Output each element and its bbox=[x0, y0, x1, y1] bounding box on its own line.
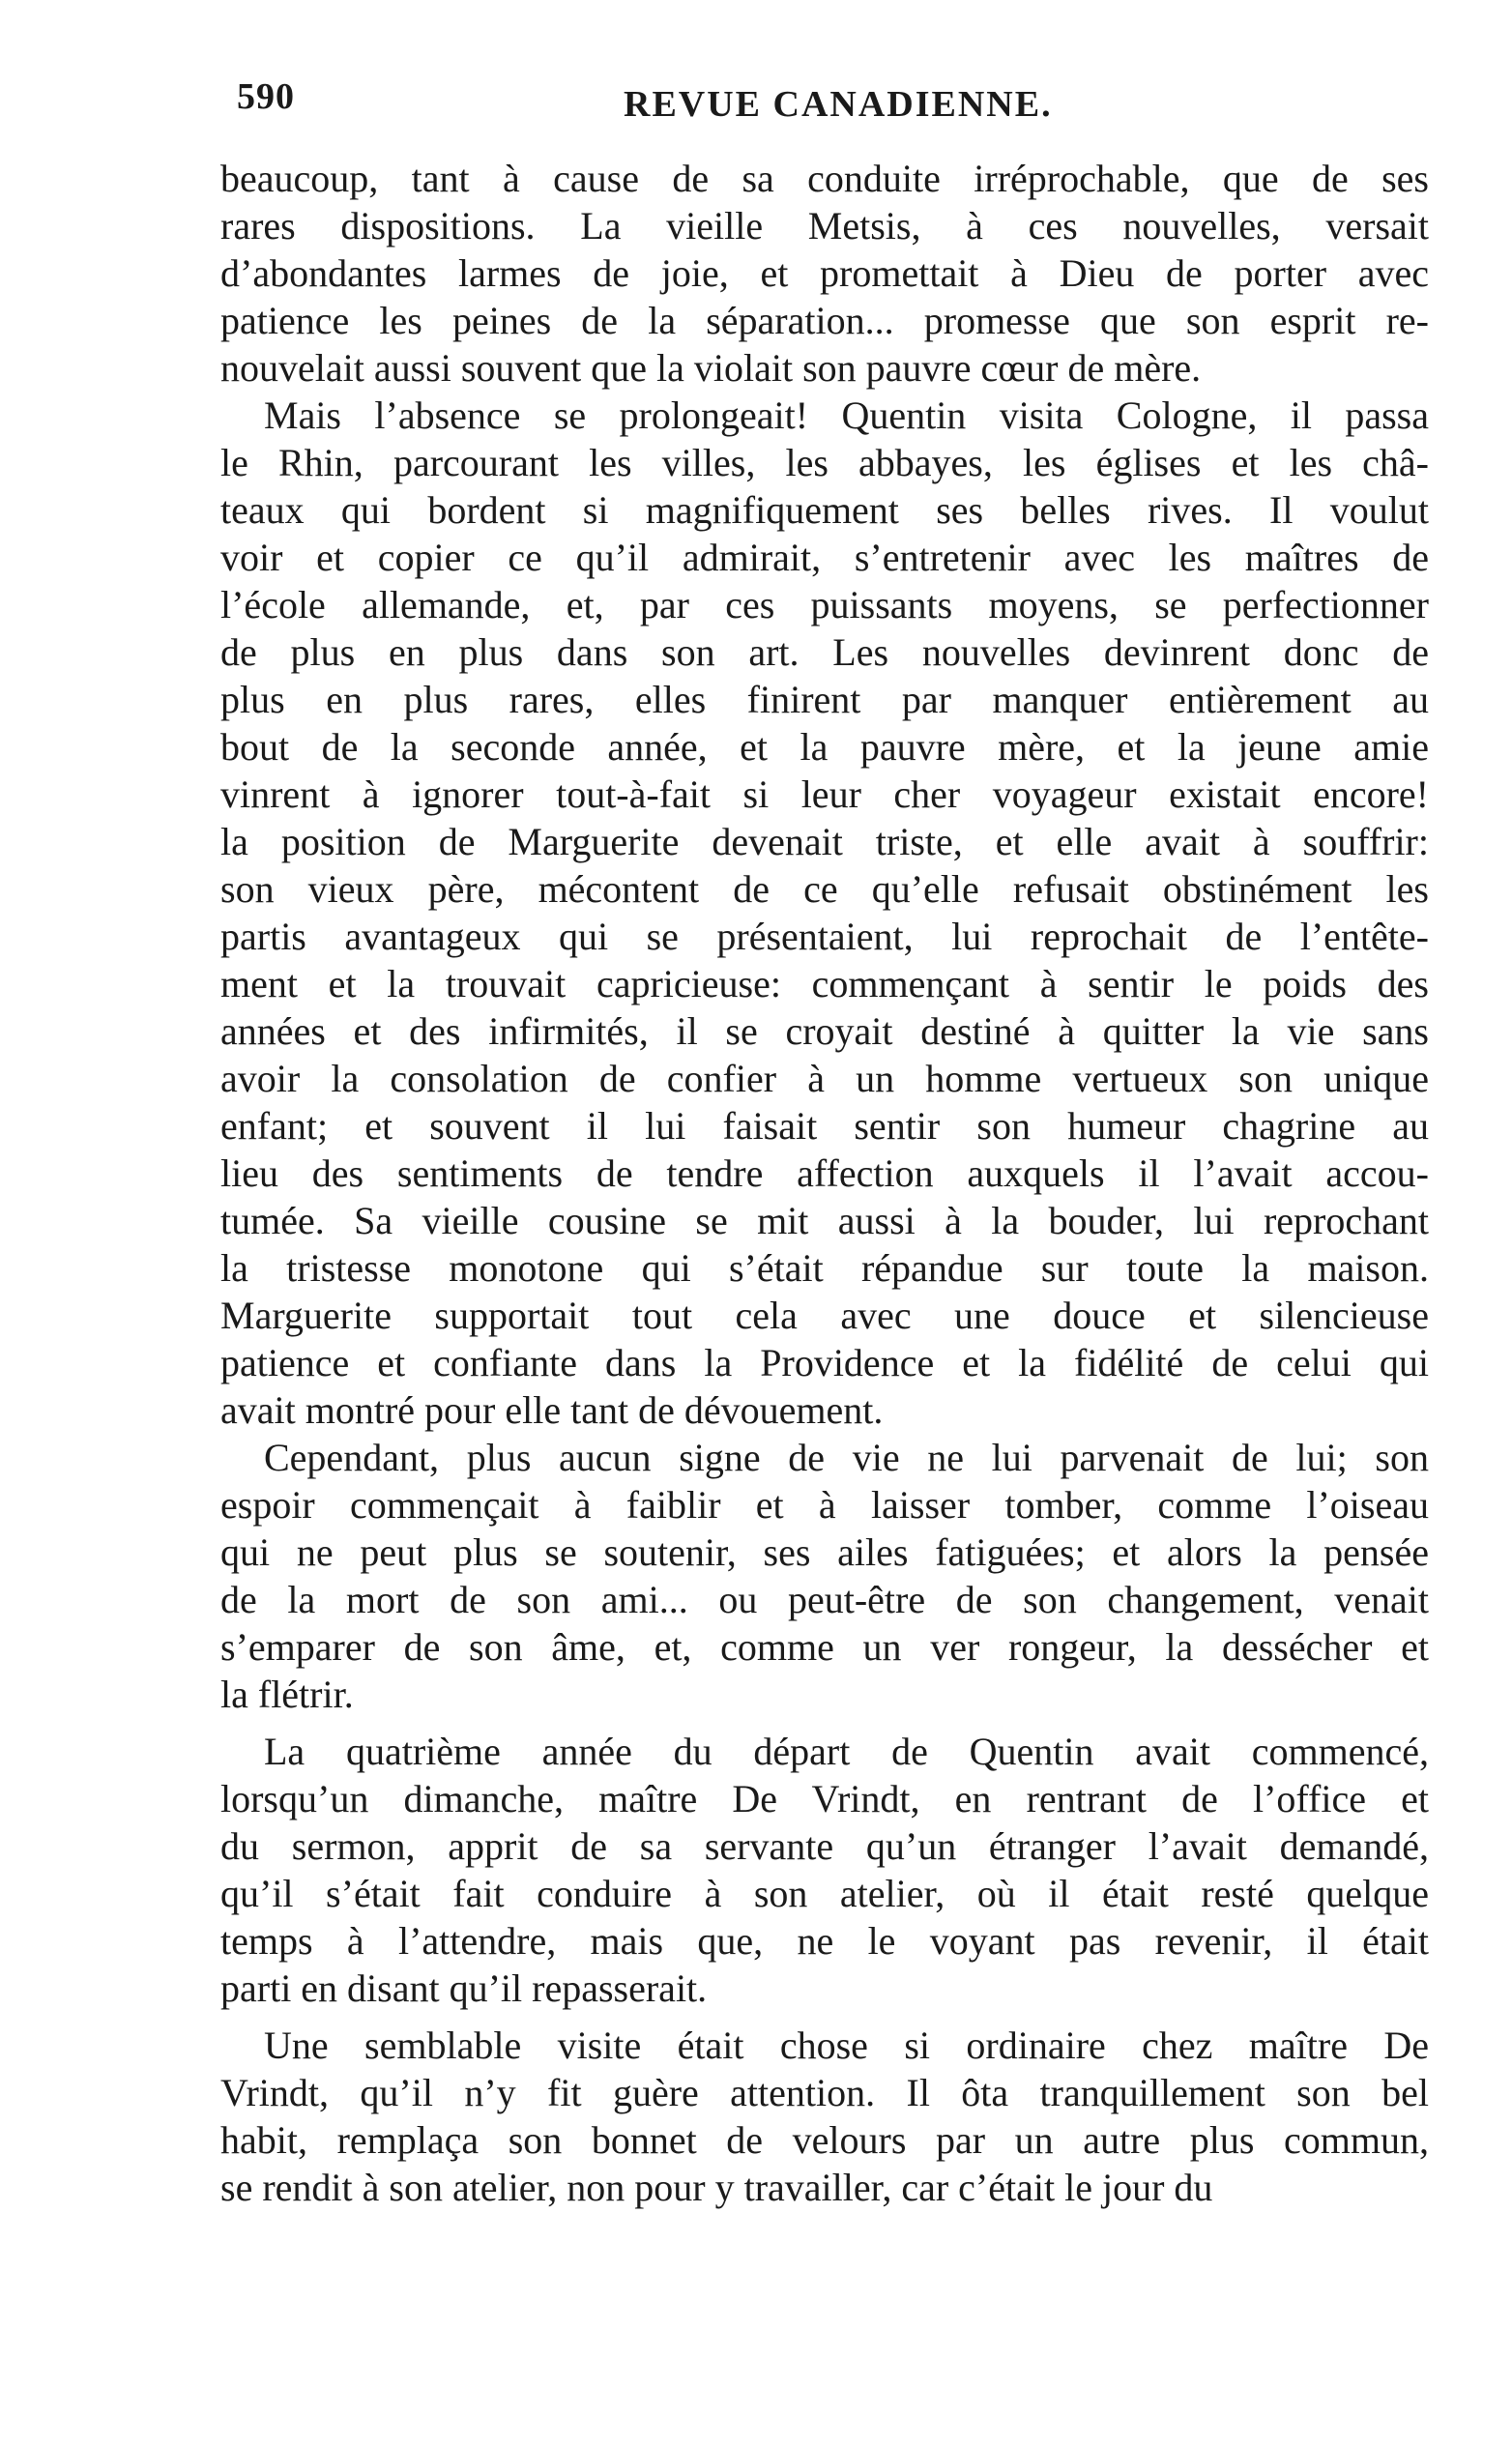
paragraph bbox=[220, 1434, 1429, 1718]
text-line: Marguerite supportait tout cela avec une douce et silencieuse bbox=[220, 1294, 1429, 1337]
text-line: nouvelait aussi souvent que la violait son pauvre cœur de mère. bbox=[220, 346, 1202, 390]
text-line: lieu des sentiments de tendre affection auxquels il l’avait accou- bbox=[220, 1151, 1429, 1195]
text-line: vinrent à ignorer tout-à-fait si leur cher voyageur existait encore! bbox=[220, 772, 1429, 816]
paragraph bbox=[220, 1728, 1429, 2012]
text-line: partis avantageux qui se présentaient, lui reprochait de l’entête- bbox=[220, 915, 1429, 958]
text-line: son vieux père, mécontent de ce qu’elle refusait obstinément les bbox=[220, 867, 1429, 911]
text-line: la tristesse monotone qui s’était répandue sur toute la maison. bbox=[220, 1246, 1429, 1290]
text-line: rares dispositions. La vieille Metsis, à ces nouvelles, versait bbox=[220, 204, 1429, 248]
text-line: l’école allemande, et, par ces puissants moyens, se perfectionner bbox=[220, 583, 1429, 626]
page-number: 590 bbox=[237, 76, 295, 117]
text-line: avait montré pour elle tant de dévouement. bbox=[220, 1388, 884, 1432]
text-line: Cependant, plus aucun signe de vie ne lui parvenait de lui; son bbox=[264, 1436, 1429, 1479]
text-line: avoir la consolation de confier à un homme vertueux son unique bbox=[220, 1057, 1429, 1100]
text-line: le Rhin, parcourant les villes, les abbayes, les églises et les châ- bbox=[220, 441, 1429, 484]
text-line: années et des infirmités, il se croyait destiné à quitter la vie sans bbox=[220, 1009, 1429, 1053]
text-line: beaucoup, tant à cause de sa conduite irréprochable, que de ses bbox=[220, 157, 1429, 200]
text-line: de plus en plus dans son art. Les nouvelles devinrent donc de bbox=[220, 630, 1429, 674]
text-line: s’emparer de son âme, et, comme un ver rongeur, la dessécher et bbox=[220, 1625, 1429, 1669]
text-line: qu’il s’était fait conduire à son atelier, où il était resté quelque bbox=[220, 1872, 1429, 1915]
text-line: se rendit à son atelier, non pour y travailler, car c’était le jour du bbox=[220, 2166, 1213, 2209]
text-line: la position de Marguerite devenait triste, et elle avait à souffrir: bbox=[220, 820, 1429, 863]
text-line: patience et confiante dans la Providence et la fidélité de celui qui bbox=[220, 1341, 1429, 1384]
paragraph bbox=[220, 155, 1429, 392]
text-line: enfant; et souvent il lui faisait sentir son humeur chagrine au bbox=[220, 1104, 1429, 1148]
text-line: temps à l’attendre, mais que, ne le voyant pas revenir, il était bbox=[220, 1919, 1429, 1963]
body-text bbox=[220, 155, 1429, 2211]
text-line: bout de la seconde année, et la pauvre mère, et la jeune amie bbox=[220, 725, 1429, 769]
text-line: La quatrième année du départ de Quentin avait commencé, bbox=[264, 1730, 1429, 1773]
text-line: qui ne peut plus se soutenir, ses ailes fatiguées; et alors la pensée bbox=[220, 1530, 1429, 1574]
text-line: la flétrir. bbox=[220, 1673, 354, 1716]
paragraph-gap bbox=[220, 1718, 1429, 1728]
text-line: lorsqu’un dimanche, maître De Vrindt, en rentrant de l’office et bbox=[220, 1777, 1429, 1820]
text-line: d’abondantes larmes de joie, et promettait à Dieu de porter avec bbox=[220, 251, 1429, 295]
text-line: de la mort de son ami... ou peut-être de son changement, venait bbox=[220, 1578, 1429, 1621]
paragraph bbox=[220, 2022, 1429, 2211]
text-line: tumée. Sa vieille cousine se mit aussi à la bouder, lui reprochant bbox=[220, 1199, 1429, 1242]
paragraph bbox=[220, 392, 1429, 1434]
text-line: plus en plus rares, elles finirent par manquer entièrement au bbox=[220, 678, 1429, 721]
text-line: teaux qui bordent si magnifiquement ses belles rives. Il voulut bbox=[220, 488, 1429, 532]
text-line: patience les peines de la séparation... promesse que son esprit re- bbox=[220, 299, 1429, 342]
text-line: voir et copier ce qu’il admirait, s’entretenir avec les maîtres de bbox=[220, 536, 1429, 579]
text-line: Vrindt, qu’il n’y fit guère attention. Il ôta tranquillement son bel bbox=[220, 2071, 1429, 2114]
text-line: Mais l’absence se prolongeait! Quentin visita Cologne, il passa bbox=[264, 393, 1429, 437]
text-line: du sermon, apprit de sa servante qu’un étranger l’avait demandé, bbox=[220, 1824, 1429, 1868]
text-line: Une semblable visite était chose si ordinaire chez maître De bbox=[264, 2024, 1429, 2067]
text-line: habit, remplaça son bonnet de velours par un autre plus commun, bbox=[220, 2118, 1429, 2162]
running-head: REVUE CANADIENNE. bbox=[624, 84, 1053, 125]
text-line: espoir commençait à faiblir et à laisser tomber, comme l’oiseau bbox=[220, 1483, 1429, 1527]
text-line: ment et la trouvait capricieuse: commençant à sentir le poids des bbox=[220, 962, 1429, 1005]
paragraph-gap bbox=[220, 2012, 1429, 2022]
text-line: parti en disant qu’il repasserait. bbox=[220, 1966, 708, 2010]
page-header bbox=[237, 75, 1426, 133]
